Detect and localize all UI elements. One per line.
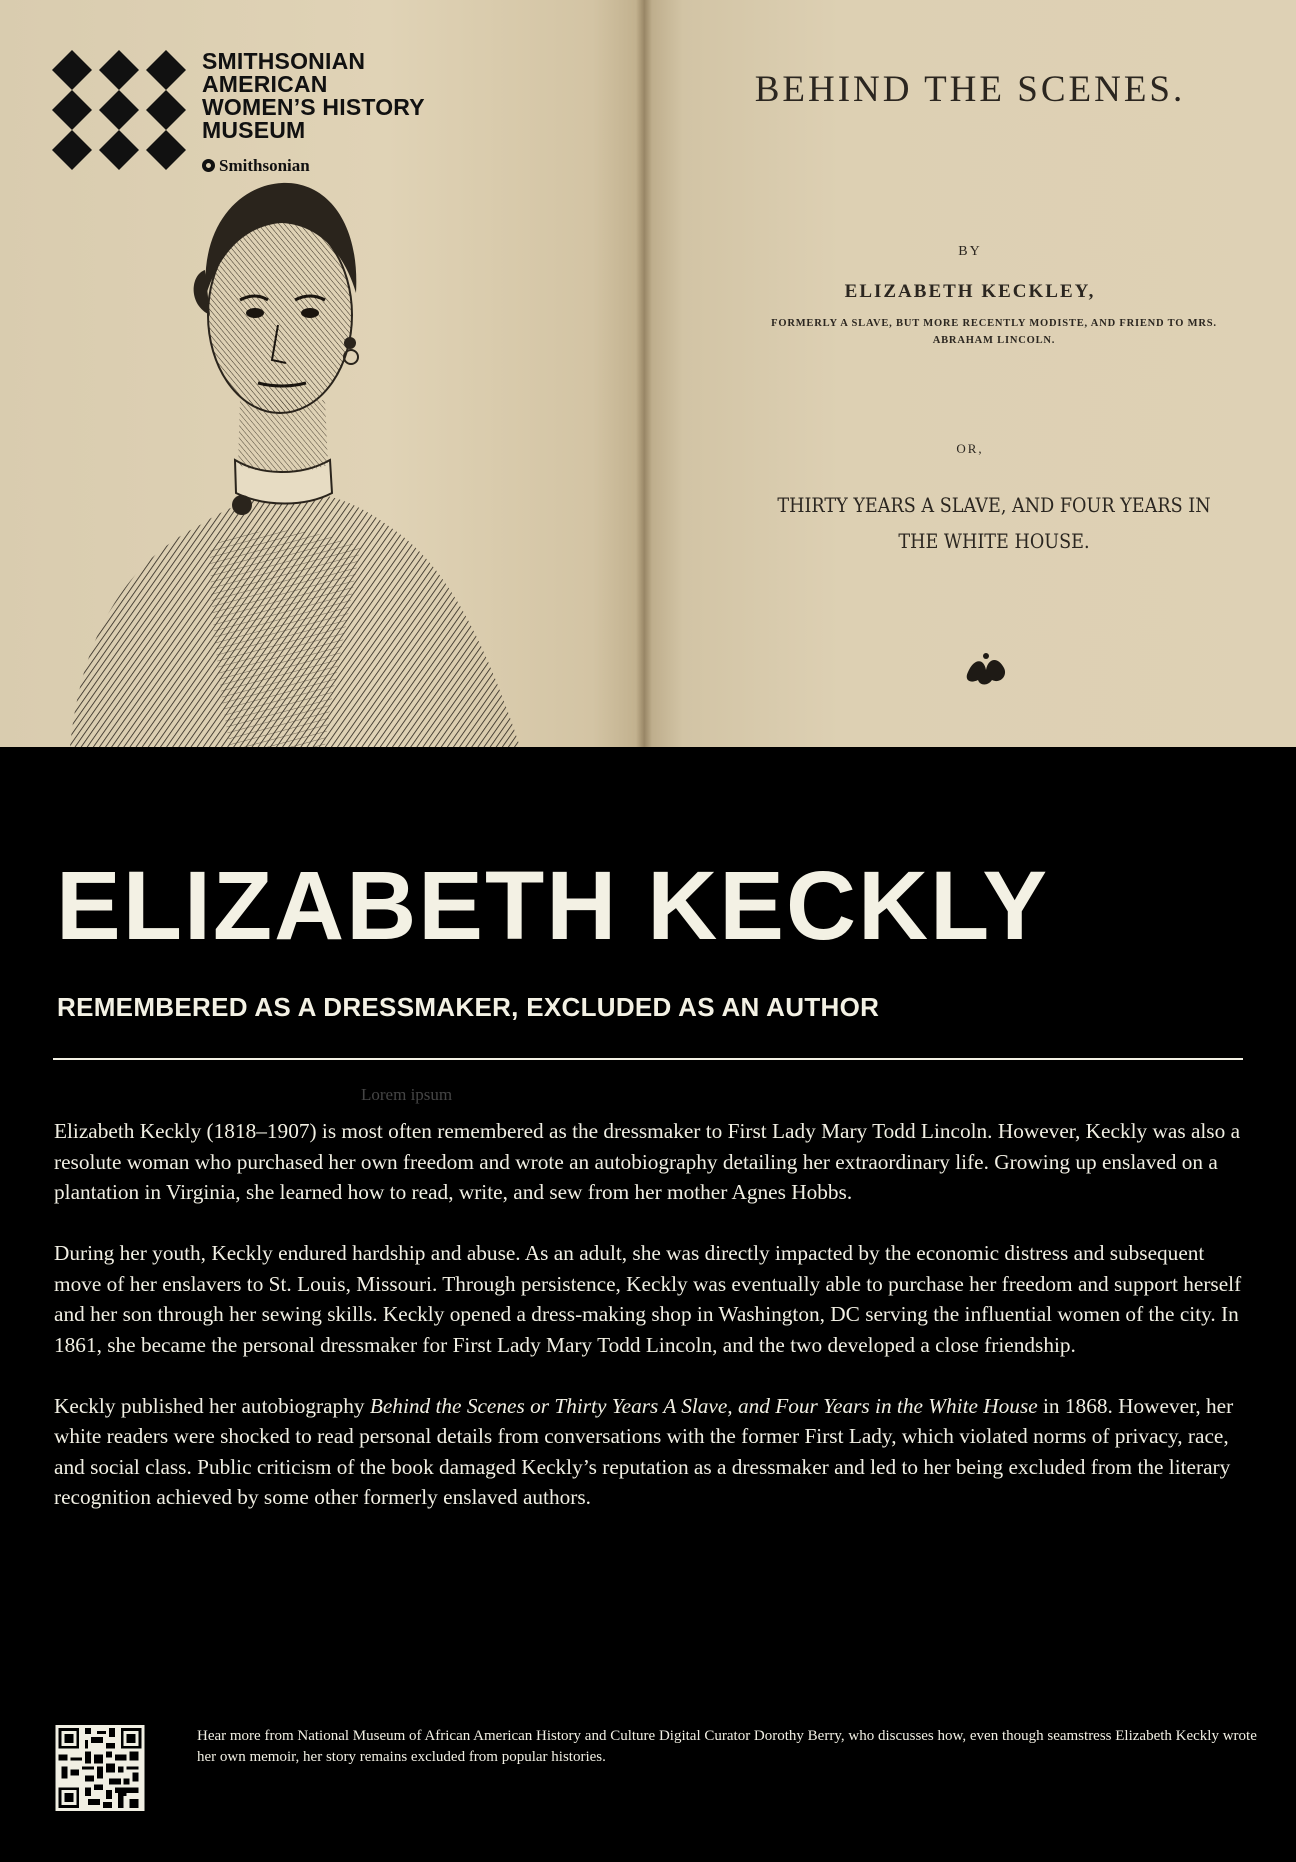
hero-image (0, 0, 1296, 747)
book-by: BY (958, 244, 982, 259)
paragraph-3-rest: in 1868. However, her white readers were shocked to read personal details from conversations with the former First Lady, which violated norms of privacy, race, and social class. Public criticism of the book damaged Keckly’s reputation as a dressmaker and led to her being excluded from the literary recognition achieved by some other formerly enslaved authors. (54, 1393, 1234, 1509)
logo-line: MUSEUM (202, 117, 306, 143)
book-title-italic: Behind the Scenes or Thirty Years A Slave, and Four Years in the White House (369, 1393, 1038, 1418)
body-text (54, 1116, 1254, 1543)
book-author: ELIZABETH KECKLEY, (844, 281, 1096, 302)
audio-footnote: Hear more from National Museum of African American History and Culture Digital Curator Dorothy Berry, who discusses how, even though seamstress Elizabeth Keckly wrote her own memoir, her story remains excluded from popular histories. (197, 1728, 1257, 1765)
page-subtitle: REMEMBERED AS A DRESSMAKER, EXCLUDED AS AN AUTHOR (57, 992, 880, 1022)
placeholder-text: Lorem ipsum (361, 1085, 453, 1104)
book-or: OR, (956, 441, 984, 456)
book-subtitle: THIRTY YEARS A SLAVE, AND FOUR YEARS IN THE WHITE HOUSE. (777, 493, 1211, 553)
paragraph-3-lead: Keckly published her autobiography (54, 1393, 370, 1418)
paragraph-1: Elizabeth Keckly (1818–1907) is most often remembered as the dressmaker to First Lady Mary Todd Lincoln. However, Keckly was also a resolute woman who purchased her own freedom and wrote an autobiography detailing her extraordinary life. Growing up enslaved on a plantation in Virginia, she learned how to read, write, and sew from her mother Agnes Hobbs. (54, 1119, 1241, 1204)
printer-ornament-icon (964, 650, 1010, 688)
logo-line: AMERICAN (202, 71, 328, 97)
book-title-page (644, 0, 1296, 747)
logo-line: WOMEN’S HISTORY (202, 94, 425, 120)
book-author-note: FORMERLY A SLAVE, BUT MORE RECENTLY MODISTE, AND FRIEND TO MRS. ABRAHAM LINCOLN. (771, 318, 1217, 346)
portrait-engraving (60, 175, 540, 747)
page-title: ELIZABETH KECKLY (56, 851, 1050, 960)
logo-wordmark (202, 50, 522, 142)
logo-line: SMITHSONIAN (202, 48, 366, 74)
paragraph-3 (54, 1391, 1254, 1513)
qr-code-icon[interactable] (55, 1725, 145, 1811)
logo-sub-text: Smithsonian (219, 156, 310, 175)
logo-diamond-grid-icon (52, 50, 187, 170)
smithsonian-sun-icon (202, 159, 215, 172)
divider (53, 1058, 1243, 1060)
book-title: BEHIND THE SCENES. (754, 69, 1186, 110)
paragraph-2: During her youth, Keckly endured hardship and abuse. As an adult, she was directly impacted by the economic distress and subsequent move of her enslavers to St. Louis, Missouri. Through persistence, Keckly was eventually able to purchase her freedom and support herself and her son through her sewing skills. Keckly opened a dress-making shop in Washington, DC serving the influential women of the city. In 1861, she became the personal dressmaker for First Lady Mary Todd Lincoln, and the two developed a close friendship. (54, 1241, 1242, 1357)
text-panel (0, 747, 1296, 1862)
logo-smithsonian (202, 156, 310, 176)
